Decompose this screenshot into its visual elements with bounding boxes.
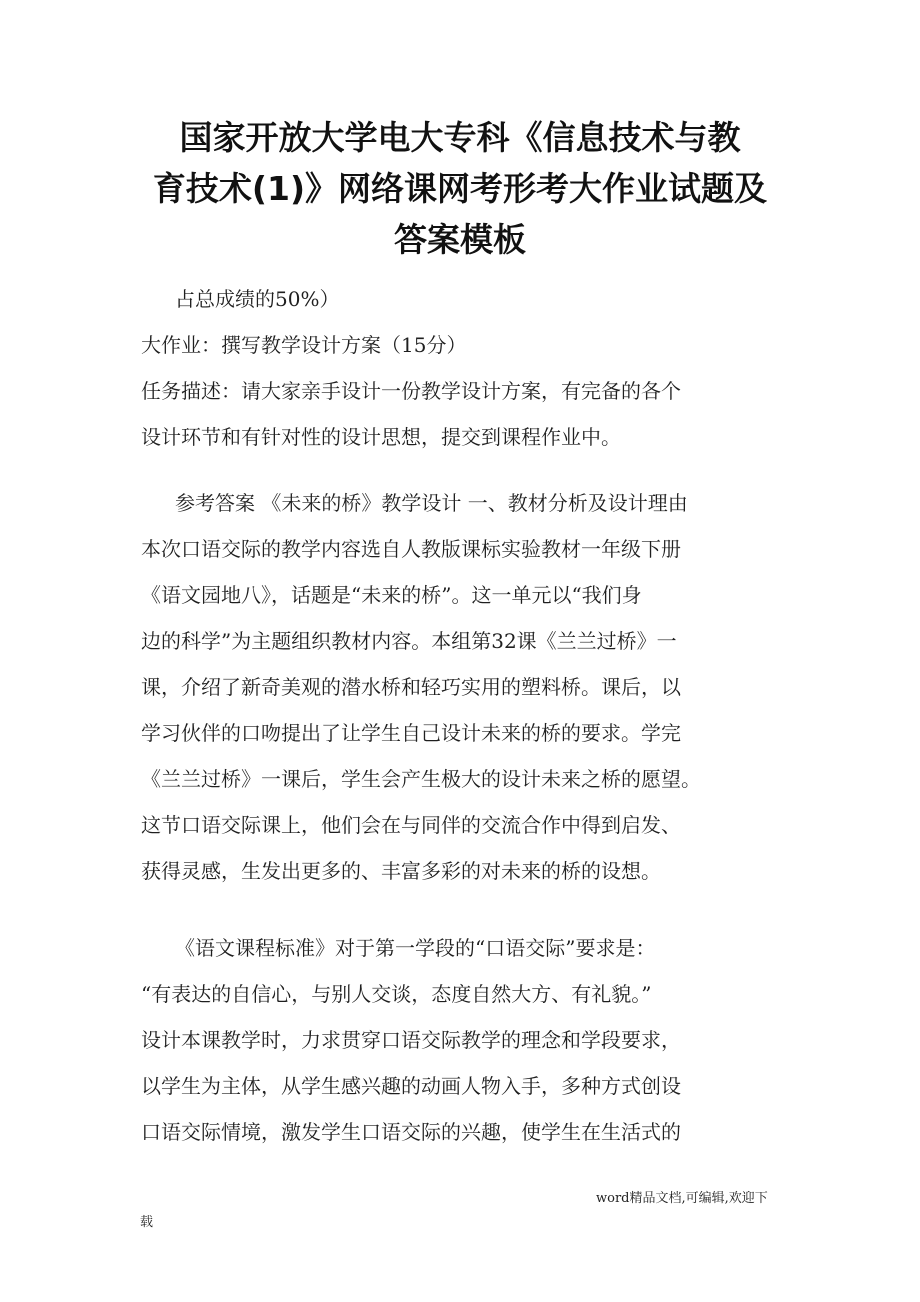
answer-line: 边的科学”为主题组织教材内容。本组第32课《兰兰过桥》一 bbox=[141, 629, 677, 653]
footer-note-continued: 载 bbox=[140, 1215, 154, 1230]
title-line: 答案模板 bbox=[394, 220, 526, 259]
standard-paragraph bbox=[141, 925, 781, 1155]
standard-line: 设计本课教学时，力求贯穿口语交际教学的理念和学段要求， bbox=[141, 1028, 681, 1052]
answer-line: 获得灵感，生发出更多的、丰富多彩的对未来的桥的设想。 bbox=[141, 859, 661, 883]
standard-line: “有表达的自信心，与别人交谈，态度自然大方、有礼貌。” bbox=[141, 982, 652, 1006]
answer-line: 学习伙伴的口吻提出了让学生自己设计未来的桥的要求。学完 bbox=[141, 721, 681, 745]
intro-line: 占总成绩的50%） bbox=[175, 287, 340, 311]
answer-line: 本次口语交际的教学内容选自人教版课标实验教材一年级下册 bbox=[141, 537, 681, 561]
answer-paragraph bbox=[141, 480, 781, 894]
standard-line: 口语交际情境，激发学生口语交际的兴趣，使学生在生活式的 bbox=[141, 1120, 681, 1144]
answer-line: 《语文园地八》，话题是“未来的桥”。这一单元以“我们身 bbox=[141, 583, 642, 607]
intro-line: 任务描述：请大家亲手设计一份教学设计方案，有完备的各个 bbox=[141, 379, 681, 403]
intro-section bbox=[141, 276, 781, 460]
answer-line: 参考答案 《未来的桥》教学设计 一、教材分析及设计理由 bbox=[175, 491, 688, 515]
intro-line: 设计环节和有针对性的设计思想，提交到课程作业中。 bbox=[141, 425, 621, 449]
footer-note: word精品文档,可编辑,欢迎下 bbox=[596, 1191, 768, 1206]
document-title bbox=[140, 112, 780, 265]
title-line: 育技术(1)》网络课网考形考大作业试题及 bbox=[152, 169, 768, 208]
answer-line: 《兰兰过桥》一课后，学生会产生极大的设计未来之桥的愿望。 bbox=[141, 767, 701, 791]
standard-line: 《语文课程标准》对于第一学段的“口语交际”要求是： bbox=[175, 936, 656, 960]
title-line: 国家开放大学电大专科《信息技术与教 bbox=[179, 118, 741, 157]
intro-line: 大作业：撰写教学设计方案（15分） bbox=[141, 333, 467, 357]
answer-line: 这节口语交际课上，他们会在与同伴的交流合作中得到启发、 bbox=[141, 813, 681, 837]
answer-line: 课，介绍了新奇美观的潜水桥和轻巧实用的塑料桥。课后，以 bbox=[141, 675, 681, 699]
standard-line: 以学生为主体，从学生感兴趣的动画人物入手，多种方式创设 bbox=[141, 1074, 681, 1098]
